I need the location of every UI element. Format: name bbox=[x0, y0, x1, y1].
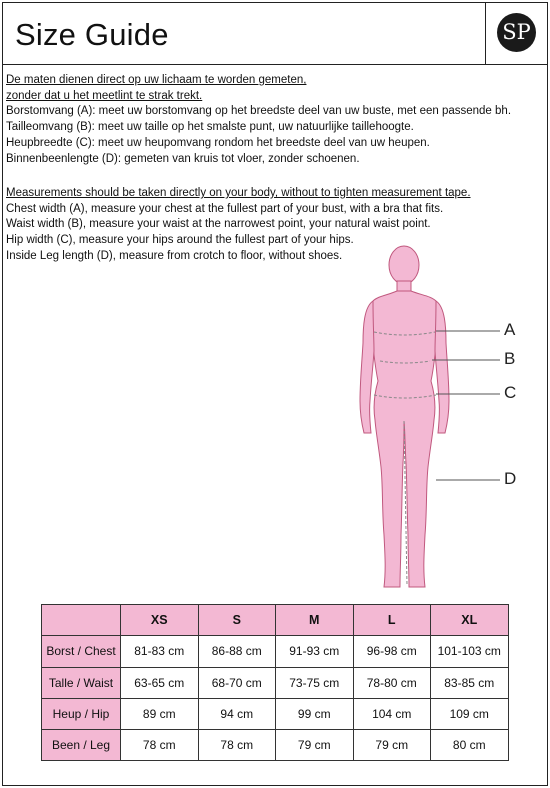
table-row bbox=[42, 667, 509, 698]
page-title: Size Guide bbox=[15, 17, 169, 52]
dutch-heading-line2: zonder dat u het meetlint te strak trekt. bbox=[6, 89, 203, 102]
column-header: XS bbox=[121, 605, 199, 636]
label-c: C bbox=[504, 383, 517, 402]
column-header: S bbox=[198, 605, 276, 636]
row-label: Been / Leg bbox=[42, 730, 121, 761]
logo-cell bbox=[485, 3, 547, 64]
table-cell: 78 cm bbox=[121, 730, 199, 761]
column-header: M bbox=[276, 605, 354, 636]
english-line-hip: Hip width (C), measure your hips around the fullest part of your hips. bbox=[6, 234, 354, 247]
english-line-leg: Inside Leg length (D), measure from crotch to floor, without shoes. bbox=[6, 249, 343, 262]
table-row bbox=[42, 636, 509, 667]
table-cell: 73-75 cm bbox=[276, 667, 354, 698]
english-line-waist: Waist width (B), measure your waist at the narrowest point, your natural waist point. bbox=[6, 218, 431, 231]
table-header-row bbox=[42, 605, 509, 636]
table-corner-cell bbox=[42, 605, 121, 636]
table-cell: 89 cm bbox=[121, 698, 199, 729]
english-line-chest: Chest width (A), measure your chest at the fullest part of your bust, with a bra that fits. bbox=[6, 202, 444, 215]
row-label: Borst / Chest bbox=[42, 636, 121, 667]
size-table bbox=[41, 604, 509, 761]
table-cell: 104 cm bbox=[353, 698, 431, 729]
row-label: Heup / Hip bbox=[42, 698, 121, 729]
table-row bbox=[42, 698, 509, 729]
table-cell: 86-88 cm bbox=[198, 636, 276, 667]
sp-monogram-logo: SP bbox=[497, 13, 536, 52]
header bbox=[3, 3, 547, 65]
dutch-line-waist: Tailleomvang (B): meet uw taille op het smalste punt, uw natuurlijke taillehoogte. bbox=[6, 121, 414, 134]
table-cell: 81-83 cm bbox=[121, 636, 199, 667]
dutch-instructions bbox=[6, 73, 511, 167]
dutch-line-leg: Binnenbeenlengte (D): gemeten van kruis tot vloer, zonder schoenen. bbox=[6, 152, 360, 165]
table-cell: 79 cm bbox=[353, 730, 431, 761]
table-cell: 80 cm bbox=[431, 730, 509, 761]
table-cell: 83-85 cm bbox=[431, 667, 509, 698]
table-cell: 78-80 cm bbox=[353, 667, 431, 698]
table-cell: 79 cm bbox=[276, 730, 354, 761]
table-cell: 94 cm bbox=[198, 698, 276, 729]
table-cell: 101-103 cm bbox=[431, 636, 509, 667]
label-b: B bbox=[504, 349, 516, 368]
column-header: XL bbox=[431, 605, 509, 636]
dutch-heading-line1: De maten dienen direct op uw lichaam te worden gemeten, bbox=[6, 74, 307, 86]
table-row bbox=[42, 730, 509, 761]
column-header: L bbox=[353, 605, 431, 636]
table-cell: 63-65 cm bbox=[121, 667, 199, 698]
body-measurement-figure bbox=[352, 235, 532, 595]
label-a: A bbox=[504, 320, 516, 339]
table-cell: 109 cm bbox=[431, 698, 509, 729]
dutch-line-hip: Heupbreedte (C): meet uw heupomvang rondom het breedste deel van uw heupen. bbox=[6, 136, 430, 149]
table-cell: 99 cm bbox=[276, 698, 354, 729]
table-cell: 78 cm bbox=[198, 730, 276, 761]
body-silhouette-illustration bbox=[352, 235, 532, 595]
table-cell: 91-93 cm bbox=[276, 636, 354, 667]
table-cell: 96-98 cm bbox=[353, 636, 431, 667]
label-d: D bbox=[504, 469, 517, 488]
table-cell: 68-70 cm bbox=[198, 667, 276, 698]
english-heading: Measurements should be taken directly on your body, without to tighten measurement tape. bbox=[6, 187, 471, 199]
dutch-line-chest: Borstomvang (A): meet uw borstomvang op het breedste deel van uw buste, met een passende bh. bbox=[6, 105, 512, 118]
row-label: Talle / Waist bbox=[42, 667, 121, 698]
